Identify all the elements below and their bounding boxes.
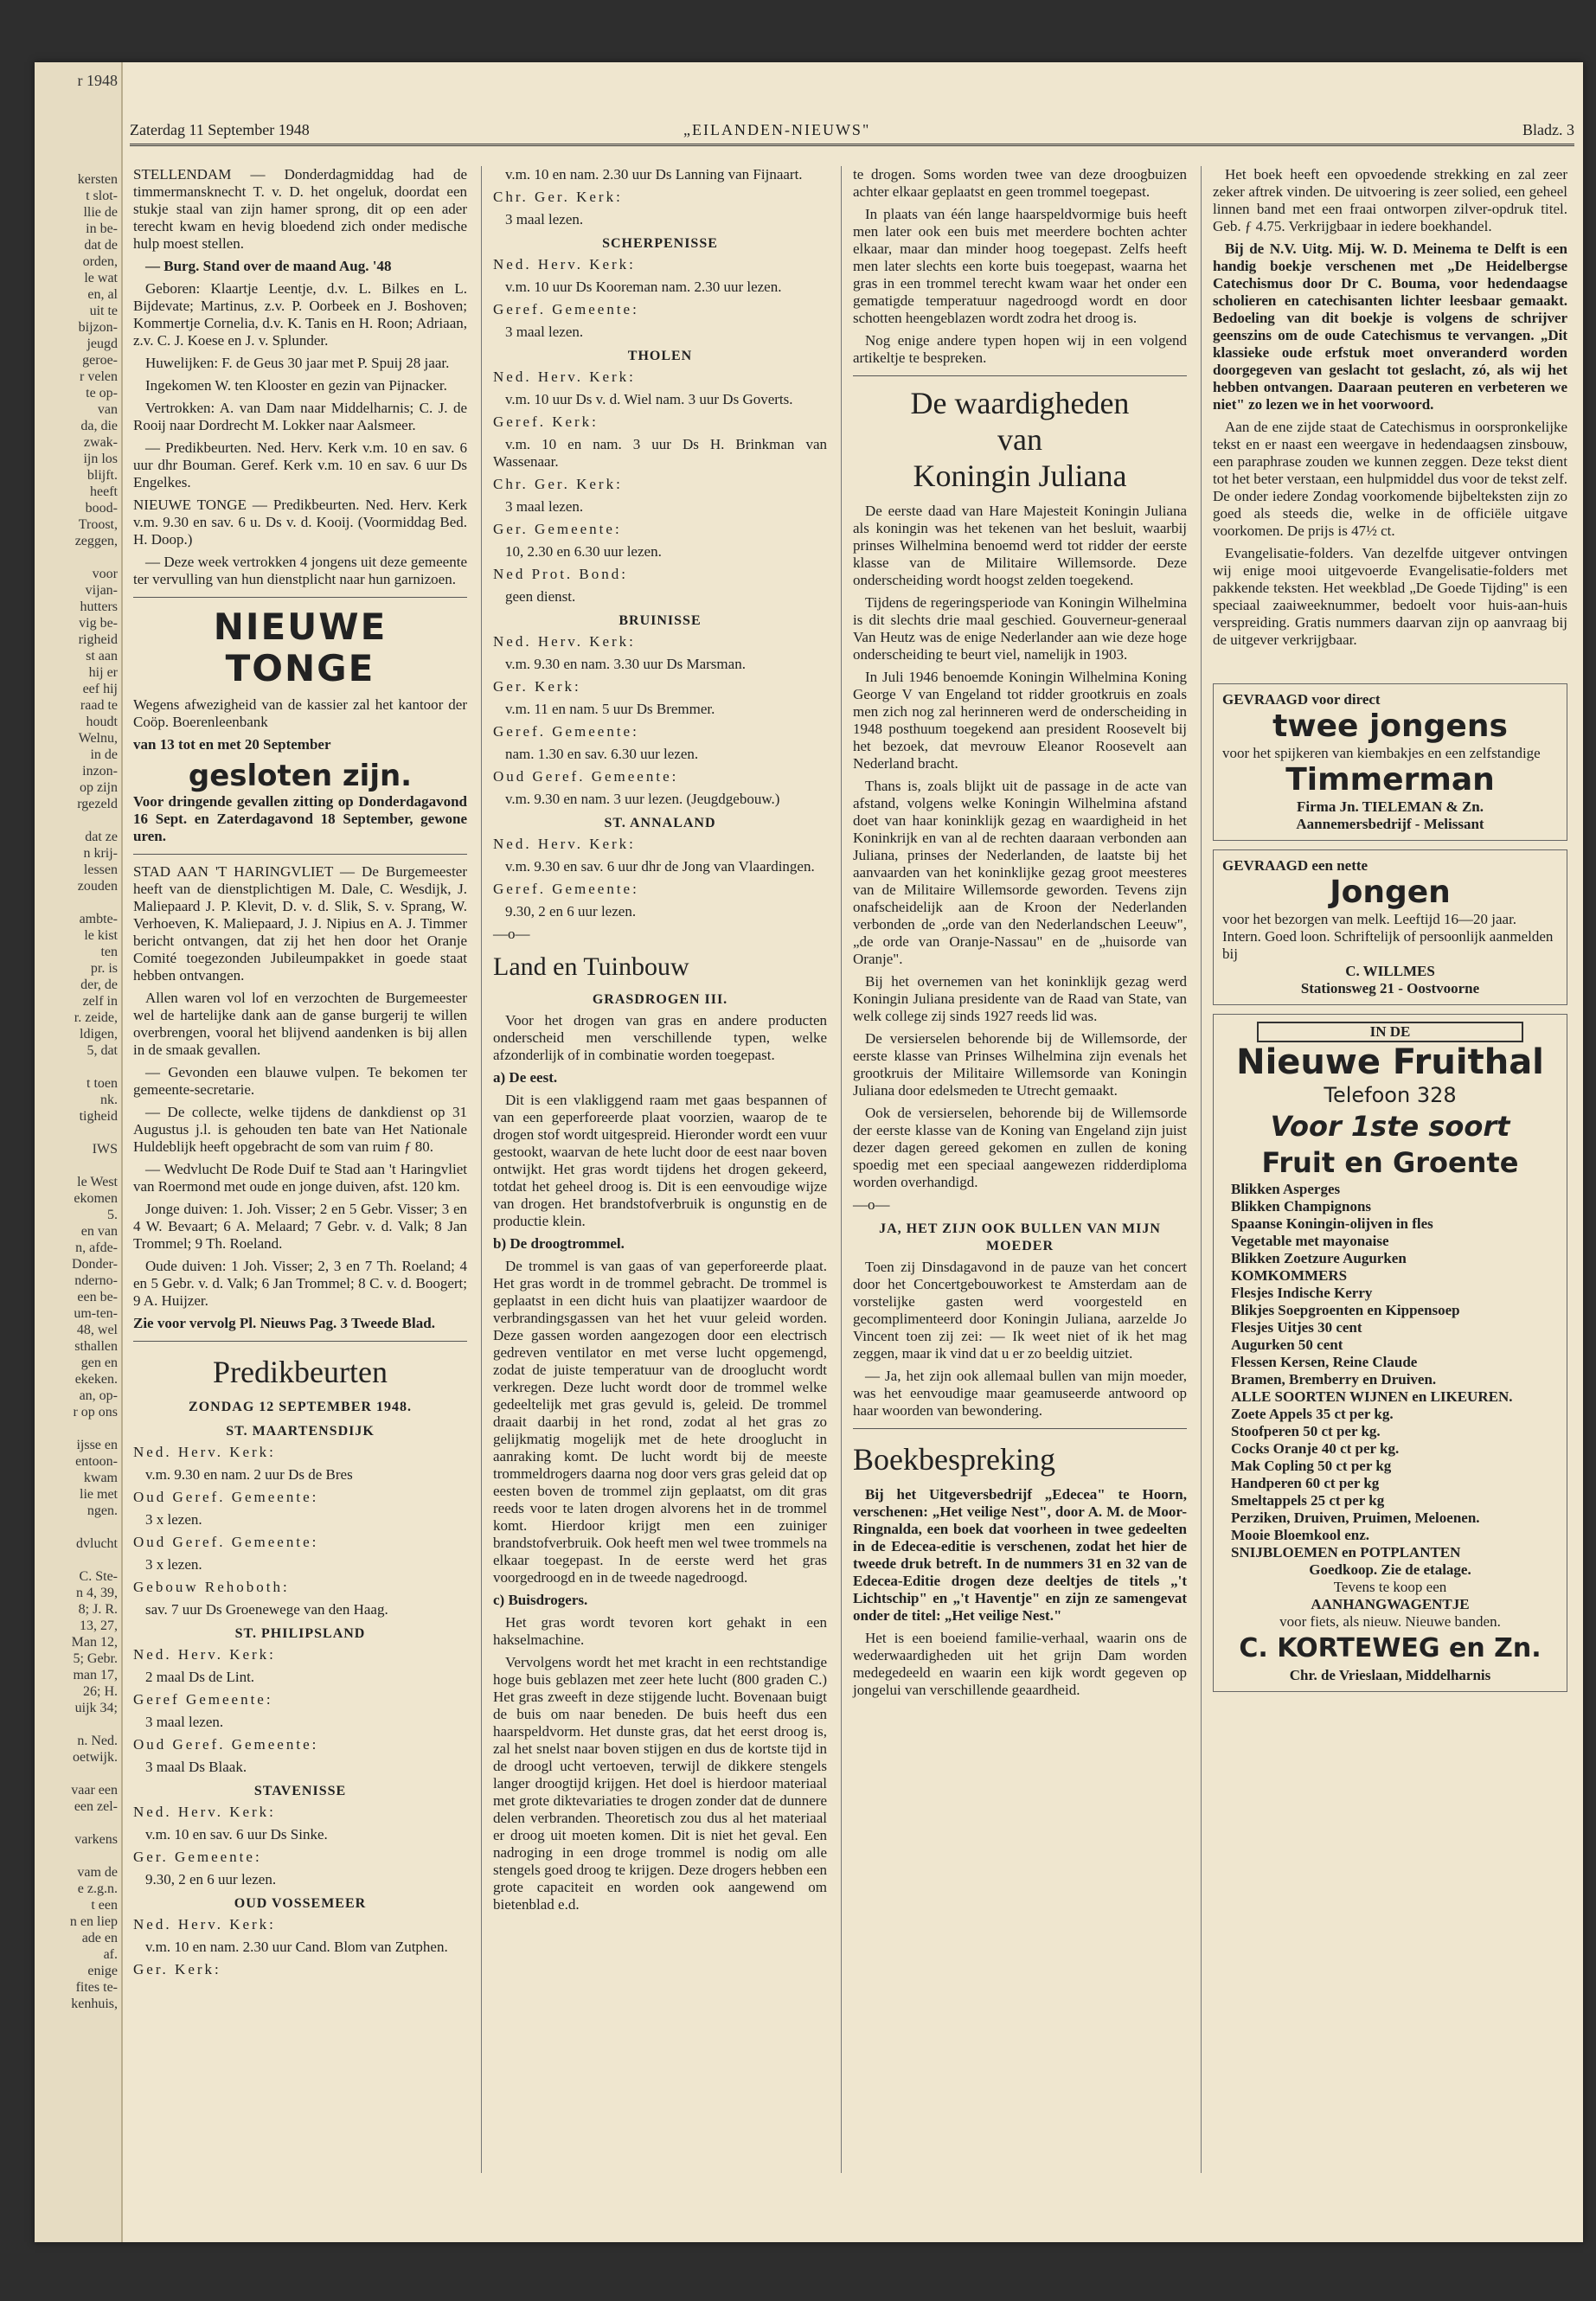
prev-page-line: voor [92,567,118,581]
prev-page-line: enige [87,1964,118,1978]
prev-page-line: kenhuis, [71,1997,118,2011]
ad-product-item: SNIJBLOEMEN en POTPLANTEN [1231,1544,1461,1561]
ad-text: GEVRAAGD een nette [1222,857,1368,874]
prev-page-line: zwak- [83,435,118,450]
church-name: Oud Geref. Gemeente: [493,768,679,785]
article-paragraph: Dit is een vlakliggend raam met gaas bespannen of van een geperforeerde plaat voorzien, waarop de te drogen stof wordt uitgespreid. Hieronder wordt een vuur gestookt, waarvan de hete lucht door de eest naar boven ontwijkt. Het gras wordt tijdens het drogen gekeerd, totdat het geheel droog is. Dit is een eenvoudige wijze van drogen. Het brandstofverbruik is ongunstig en de productie klein. [493,1092,827,1229]
prev-page-line: st aan [86,649,118,663]
previous-page-edge [35,62,123,2242]
prev-page-line: raad te [80,698,118,713]
prev-page-line: um-ten- [74,1306,118,1321]
departures: Vertrokken: A. van Dam naar Middelharnis; C. J. de Rooij naar Dordrecht M. Lokker naar Aalsmeer. [133,400,467,433]
ad-text: Tevens te koop een [1333,1579,1447,1595]
prev-page-line: op zijn [80,780,118,795]
ad-product-item: Blikjes Soepgroenten en Kippensoep [1231,1302,1460,1318]
prev-page-line [35,1125,118,1141]
ad-tieleman [1213,683,1567,841]
church-name: Geref Gemeente: [133,1691,273,1708]
church-service: 2 maal Ds de Lint. [145,1669,255,1685]
prev-page-line: orden, [82,254,118,269]
prev-page-line: le kist [84,928,118,943]
place-bruinisse: BRUINISSE [619,613,702,628]
prev-page-line: righeid [78,632,118,647]
prev-page-line: Donder- [72,1257,118,1272]
prev-page-line: nderno- [74,1273,118,1288]
header-paper-name: „EILANDEN-NIEUWS" [683,121,871,138]
church-name: Geref. Kerk: [493,413,599,430]
ad-product-item: Spaanse Koningin-olijven in fles [1231,1215,1433,1232]
prev-page-line [35,812,118,829]
burg-stand-title: — Burg. Stand over de maand Aug. '48 [145,258,392,274]
article-paragraph: In Juli 1946 benoemde Koningin Wilhelmina Koning George V van Engeland tot ridder grootkruis en zoals men zich nog zal herinneren werd de onderscheiding in 1948 posthuum toegekend aan president Roosevelt bij het bezoek, dat mevrouw Eleanor Roosevelt aan Nederland bracht. [853,669,1187,772]
church-name: Ned. Herv. Kerk: [493,836,636,852]
prev-page-line: n 4, 39, [76,1586,118,1600]
article-stad-2: Allen waren vol lof en verzochten de Burgemeester wel de hartelijke dank aan de ganse burgerij te willen overbrengen, vooral het blijvend aandenken is bij allen in de smaak gevallen. [133,990,467,1058]
prev-page-line: uijk 34; [74,1701,118,1715]
newspaper-page [35,62,1583,2242]
prev-date: r 1948 [77,72,118,89]
prev-page-line: varkens [74,1832,118,1847]
ad-headline: Nieuwe Fruithal [1236,1042,1544,1082]
prev-page-line: kersten [77,172,118,187]
ad-headline: Jongen [1330,875,1451,910]
church-name: Oud Geref. Gemeente: [133,1534,319,1550]
prev-page-line: houdt [86,715,118,729]
ad-firm: Aannemersbedrijf - Melissant [1296,816,1484,832]
article-paragraph: Bij het Uitgeversbedrijf „Edecea" te Hoorn, verschenen: „Het veilige Nest", door A. M. de Moor-Ringnalda, een boek dat voorheen in twee gedeelten in de Edecea-editie is verschenen, zodat het hier de tweede druk betreft. In de nummers 31 en 32 van de Edecea-Editie drogen deze deeltjes de titels „'t Lichtschip" en „'t Haventje" en zijn ze samengevat onder de titel: „Het veilige Nest." [853,1486,1187,1624]
article-subhead: c) Buisdrogers. [493,1592,588,1608]
marriages: Huwelijken: F. de Geus 30 jaar met P. Spuij 28 jaar. [145,355,450,371]
church-service: sav. 7 uur Ds Groenewege van den Haag. [145,1601,388,1618]
header-page-number: Bladz. 3 [1522,121,1574,138]
ad-nt-closed: gesloten zijn. [188,759,413,793]
prev-page-line: t toen [87,1076,118,1091]
prev-page-line [35,1519,118,1535]
prev-page-line: inzon- [82,764,118,779]
article-paragraph: Evangelisatie-folders. Van dezelfde uitgever ontvingen wij enige mooi uitgevoerde Evangelisatie-folders met pakkende teksten. Het weekblad „De Goede Tijding" is een speciaal zaaiweeknummer, bedoelt voor huis-aan-huis verspreiding. Gratis nummers daarvan zijn op aanvraag bij de uitgever verkrijgbaar. [1213,545,1567,648]
divider [853,1428,1187,1429]
church-name: Ger. Gemeente: [493,521,622,537]
prev-page-line: bood- [85,501,118,516]
prev-page-line: 5; Gebr. [73,1651,118,1666]
church-name: Geref. Gemeente: [493,301,639,317]
ad-nt-hours: Voor dringende gevallen zitting op Donderdagavond 16 Sept. en Zaterdagavond 18 September, gewone uren. [133,793,467,844]
column-rule [841,166,842,2173]
ad-text: Goedkoop. Zie de etalage. [1309,1561,1471,1578]
ad-product-item: Flessen Kersen, Reine Claude [1231,1354,1418,1370]
divider [133,854,467,855]
headline-koningin: Koningin Juliana [913,458,1127,493]
prev-page-line: n, afde- [75,1240,118,1255]
prev-page-line: der, de [80,977,118,992]
land-tuinbouw-title: Land en Tuinbouw [493,952,689,981]
church-service: geen dienst. [505,588,576,605]
prev-page-line: vig be- [79,616,118,631]
church-service: v.m. 10 en sav. 6 uur Ds Sinke. [145,1826,328,1843]
prev-page-line: n krij- [83,846,118,861]
page-content [130,62,1574,2242]
prev-page-line: t een [91,1898,118,1913]
prev-page-line: 13, 27, [80,1618,118,1633]
ad-firm: C. KORTEWEG en Zn. [1239,1633,1542,1663]
church-service: v.m. 10 en nam. 2.30 uur Ds Lanning van Fijnaart. [505,166,803,183]
church-service: 9.30, 2 en 6 uur lezen. [505,903,637,920]
divider [133,1341,467,1342]
prev-page-line: sthallen [74,1339,118,1354]
article-paragraph: Het is een boeiend familie-verhaal, waarin ons de wederwaardigheden uit het grijn Dam worden medegedeeld en waarin een kijk wordt gegeven op jongelui van verschillende geaardheid. [853,1630,1187,1698]
prev-page-line [35,1552,118,1568]
prev-page-line: en, al [87,287,118,302]
prev-page-line: vam de [77,1865,118,1880]
prev-page-line: Welnu, [78,731,118,746]
page-header [130,118,1574,146]
prev-page-line: r velen [80,369,118,384]
ad-phone: Telefoon 328 [1324,1083,1457,1107]
headline-waardigheden: De waardigheden [910,386,1130,420]
church-service: 3 x lezen. [145,1511,202,1528]
column-rule [481,166,482,2173]
church-name: Ned. Herv. Kerk: [493,633,636,650]
prev-page-line: ngen. [87,1503,118,1518]
ad-product-item: Blikken Champignons [1231,1198,1372,1215]
article-stad-6: Jonge duiven: 1. Joh. Visser; 2 en 5 Gebr. Visser; 3 en 4 W. Bevaart; 6 A. Melaard; 7 Gebr. v. d. Valk; 8 Jan Trommel; 9 Th. Roeland. [133,1201,467,1252]
church-name: Ger. Kerk: [493,678,581,695]
prev-page-line [35,1766,118,1782]
prev-page-line: n en liep [69,1914,118,1929]
church-name: Chr. Ger. Kerk: [493,476,623,492]
ad-product-item: Stoofperen 50 ct per kg. [1231,1423,1381,1439]
article-paragraph: Toen zij Dinsdagavond in de pauze van het concert door het Concertgebouworkest te Amsterdam aan de vorstelijke gasten werd voorgesteld en gecomplimenteerd door Koningin Juliana, aarzelde Jo Vincent toen zij zei: — Ik weet niet of ik het mag zeggen, maar ik vind dat u er zo beeldig uitziet. [853,1259,1187,1362]
article-paragraph: Nog enige andere typen hopen wij in een volgend artikeltje te bespreken. [853,332,1187,366]
prev-page-line: ijn los [83,452,118,466]
place-st-philipsland: ST. PHILIPSLAND [234,1626,366,1641]
prev-page-line: an, op- [79,1388,118,1403]
column-rule [1201,166,1202,2173]
ad-text: IN DE [1257,1022,1523,1042]
prev-page-line: le West [77,1175,118,1189]
prev-page-line: IWS [92,1142,118,1157]
prev-page-line: pr. is [90,961,118,976]
prev-page-line: e z.g.n. [77,1881,118,1896]
church-name: Ned. Herv. Kerk: [133,1804,276,1820]
prev-page-line: n. Ned. [77,1734,118,1748]
separator-o: —o— [493,926,530,942]
church-name: Oud Geref. Gemeente: [133,1489,319,1505]
prev-page-line [35,1815,118,1831]
ad-nt-text: Wegens afwezigheid van de kassier zal het kantoor der Coöp. Boerenleenbank [133,696,467,730]
prev-page-line: te op- [86,386,118,401]
prev-page-line: zeggen, [74,534,118,548]
ad-product-item: Blikken Zoetzure Augurken [1231,1250,1407,1266]
stellendam-sermons: — Predikbeurten. Ned. Herv. Kerk v.m. 10 en sav. 6 uur dhr Bouman. Geref. Kerk v.m. 10 en sav. 6 uur Ds Engelkes. [133,439,467,490]
church-service: 9.30, 2 en 6 uur lezen. [145,1871,277,1888]
see-continuation: Zie voor vervolg Pl. Nieuws Pag. 3 Tweede Blad. [133,1315,435,1331]
article-stad-4: — De collecte, welke tijdens de dankdienst op 31 Augustus j.l. is gehouden ten bate van Het Nationale Huldeblijk heeft opgebracht de som van ruim ƒ 80. [133,1104,467,1155]
article-stad-5: — Wedvlucht De Rode Duif te Stad aan 't Haringvliet van Roermond met oude en jonge duiven, afst. 120 km. [133,1161,467,1195]
prev-page-line: Man 12, [71,1635,118,1650]
ad-product-item: Cocks Oranje 40 ct per kg. [1231,1440,1400,1457]
article-paragraph: Voor het drogen van gras en andere producten onderscheid men verschillende typen, welke afzonderlijk of in combinatie worden toegepast. [493,1012,827,1063]
prev-page-line: vaar een [71,1783,118,1798]
prev-page-line: r. zeide, [74,1010,118,1025]
church-service: v.m. 10 en nam. 2.30 uur Cand. Blom van Zutphen. [145,1939,448,1955]
church-name: Ned. Herv. Kerk: [133,1444,276,1460]
church-service: 3 maal lezen. [145,1714,224,1730]
place-stavenisse: STAVENISSE [253,1784,347,1798]
prev-page-line: uit te [89,304,118,318]
church-name: Ned. Herv. Kerk: [493,256,636,272]
prev-page-line: heeft [90,484,118,499]
prev-page-line: hutters [80,599,118,614]
article-stad-7: Oude duiven: 1 Joh. Visser; 2, 3 en 7 Th. Roeland; 4 en 5 Gebr. v. d. Valk; 6 Jan Trommel; 8 C. v. d. Boogert; 9 A. Huijzer. [133,1258,467,1309]
prev-page-line: eef hij [82,682,118,696]
ad-firm: Stationsweg 21 - Oostvoorne [1300,980,1480,997]
divider [853,375,1187,376]
article-paragraph: Tijdens de regeringsperiode van Koningin Wilhelmina is dit slechts drie maal geschied. Gouverneur-generaal Van Heutz was de enige Nederlander aan wie deze hoge onderscheiding te beurt viel, namelijk in 1903. [853,594,1187,663]
prev-page-line: dat de [84,238,118,253]
church-service: v.m. 9.30 en nam. 2 uur Ds de Bres [145,1466,353,1483]
prev-page-line [35,1716,118,1733]
prev-page-line: le wat [84,271,118,285]
predikbeurten-title: Predikbeurten [213,1355,388,1389]
prev-page-text [35,171,118,2012]
article-paragraph: In plaats van één lange haarspeldvormige buis heeft men later ook een buis met meerdere bochten achter elkaar, maar dan minder hoog toegepast. Zelfs heeft men later slechts een korte buis toegepast, waarna het gras in een trommel terecht kwam waar het onder een gematigde temperatuur nagedroogd wordt en door schotten heengeblazen wordt zodra het droog is. [853,206,1187,326]
ad-text: voor fiets, als nieuw. Nieuwe banden. [1279,1613,1501,1630]
prev-page-line: bijzon- [78,320,118,335]
prev-page-line: tigheid [79,1109,118,1124]
church-service: v.m. 9.30 en nam. 3.30 uur Ds Marsman. [505,656,746,672]
ad-product-item: Flesjes Indische Kerry [1231,1285,1373,1301]
prev-page-line: zouden [77,879,118,894]
prev-page-line [35,549,118,566]
church-service: 3 maal lezen. [505,324,584,340]
article-paragraph: — Ja, het zijn ook allemaal bullen van mijn moeder, was het eenvoudige maar geamuseerde antwoord op haar woorden van bewondering. [853,1368,1187,1419]
article-subhead: b) De droogtrommel. [493,1235,625,1252]
place-st-annaland: ST. ANNALAND [604,816,716,830]
ad-headline: Voor 1ste soort [1270,1110,1510,1143]
prev-page-line: in be- [86,221,118,236]
ad-text: AANHANGWAGENTJE [1311,1596,1470,1612]
article-paragraph: Thans is, zoals blijkt uit de passage in de acte van afstand, volgens welke Koningin Wilhelmina afstand doet van haar koninklijk gezag en waardigheid in het Koninkrijk en van al de rechten daaraan verbonden aan Juliana, prinses der Nederlanden, de laatste bij het aanvaarden van het koninklijke gezag groot meesteres van de Militaire Willemsorde geworden. Tevens zijn onafscheidelijk aan de Kroon der Nederlanden verbonden de „orde van den Nederlandschen Leeuw", „de orde van Oranje-Nassau" en de „huisorde van Oranje". [853,778,1187,967]
article-paragraph: Bij de N.V. Uitg. Mij. W. D. Meinema te Delft is een handig boekje verschenen met „De Heidelbergse Catechismus door Dr C. Bouma, voor hedendaagse scholieren en catechisanten lichter leesbaar gemaakt. Bedoeling van dit boekje is volgens de schrijver geenszins om de oude Catechismus te vervangen. „Dit klassieke oude erfstuk moet onveranderd worden doorgegeven van geslacht tot geslacht, zó, als wij het hebben ontvangen. Daaraan peuteren en verbeteren we niet" zo lezen we in het voorwoord. [1213,240,1567,413]
church-name: Ned. Herv. Kerk: [133,1916,276,1932]
article-paragraph: Het boek heeft een opvoedende strekking en zal zeer zeker aftrek vinden. De uitvoering is zeer solied, een geheel linnen band met een fraai ontworpen zilver-opdruk titel. Geb. ƒ 4.75. Verkrijgbaar in iedere boekhandel. [1213,166,1567,234]
prev-page-line: 8; J. R. [78,1602,118,1617]
article-conscripts: — Deze week vertrokken 4 jongens uit deze gemeente ter vervulling van hun dienstplicht naar hun garnizoen. [133,554,467,587]
article-paragraph: De versierselen behorende bij de Willemsorde, der eerste klasse van Prinses Wilhelmina zijn evenals het grootkruis der Militaire Willemsorde van Koningin Juliana door edelsmeden te Utrecht gemaakt. [853,1030,1187,1099]
place-tholen: THOLEN [627,349,693,363]
church-service: v.m. 10 en nam. 3 uur Ds H. Brinkman van Wassenaar. [493,436,827,470]
ad-product-item: Mooie Bloemkool enz. [1231,1527,1370,1543]
ad-product-item: Smeltappels 25 ct per kg [1231,1492,1385,1509]
grasdrogen-title: GRASDROGEN III. [592,992,728,1007]
column-4 [1213,166,1567,1692]
prev-page-line [35,1059,118,1075]
header-date: Zaterdag 11 September 1948 [130,121,310,138]
prev-page-line: nk. [100,1093,118,1107]
prev-page-line: rgezeld [77,797,118,811]
prev-page-line: ten [100,945,118,959]
ad-headline: twee jongens [1272,708,1508,744]
ad-firm: Firma Jn. TIELEMAN & Zn. [1297,798,1484,815]
church-name: Ned. Herv. Kerk: [133,1646,276,1663]
ad-firm: C. WILLMES [1345,963,1435,979]
church-name: Ger. Kerk: [133,1961,221,1977]
prev-page-line: ekeken. [74,1372,118,1387]
article-paragraph: De eerste daad van Hare Majesteit Koningin Juliana als koningin was het tekenen van het besluit, waarbij prinses Wilhelmina benoemd werd tot ridder der eerste klasse van de Militaire Willemsorde. Deze onderscheiding wordt hoogst zelden toegekend. [853,503,1187,588]
prev-page-line [35,1420,118,1437]
church-service: 3 maal lezen. [505,211,584,228]
ad-product-item: Handperen 60 ct per kg [1231,1475,1380,1491]
prev-page-line: van [97,402,118,417]
ad-text: voor het spijkeren van kiembakjes en een zelfstandige [1222,745,1541,761]
ad-product-item: Flesjes Uitjes 30 cent [1231,1319,1362,1336]
article-paragraph: Ook de versierselen, behorende bij de Willemsorde der eerste klasse van de Koning van Engeland zijn juist dezer dagen gereed gekomen en zullen de koning spoedig met een speciaal aangewezen ridderdiploma worden overhandigd. [853,1105,1187,1190]
church-name: Chr. Ger. Kerk: [493,189,623,205]
church-service: 3 maal lezen. [505,498,584,515]
divider [133,597,467,598]
ad-headline: Timmerman [1285,762,1495,798]
church-service: v.m. 11 en nam. 5 uur Ds Bremmer. [505,701,715,717]
prev-page-line: gen en [80,1356,118,1370]
article-paragraph: De trommel is van gaas of van geperforeerde plaat. Het gras wordt in de trommel gebracht. De trommel is geplaatst in een dicht huis van plaatijzer waardoor de verbrandingsgassen van het het vuur geleid worden. Deze gassen worden aangezogen door een electrisch gedreven ventilator en met verse lucht opgemengd, zodat de juiste temperatuur van de drooglucht wordt verkregen. Deze lucht wordt door de trommel welke gedeeltelijk met gras gevuld is, geleid. De trommel draait daarbij in het rond, zodat al het gras zo gelijkmatig mogelijk met de hete drooglucht in aanraking komt. De lucht wordt bij de meeste trommeldrogers daarna nog door vers gras geleid dat op eesten boven de trommel zijn geplaatst, om dit gras reeds voor te laten drogen alvorens het in de trommel komt. Hierdoor krijgt men een zuiniger brandstofverbruik. Ook heeft men wel twee trommels na elkaar toegepast. In de eerste werd het gras voorgedroogd en in de tweede nagedroogd. [493,1258,827,1586]
ad-product-item: Zoete Appels 35 ct per kg. [1231,1406,1394,1422]
church-name: Geref. Gemeente: [493,723,639,740]
prev-page-line: ade en [81,1931,118,1945]
ad-nieuwe-tonge-title: NIEUWE TONGE [213,606,388,689]
church-service: 3 x lezen. [145,1556,202,1573]
nieuwe-tonge-sermons: NIEUWE TONGE — Predikbeurten. Ned. Herv. Kerk v.m. 9.30 en sav. 6 u. Ds v. d. Kooij. (Voormiddag Bed. H. Doop.) [133,497,467,548]
prev-page-line: blijft. [87,468,118,483]
headline-bullen: JA, HET ZIJN OOK BULLEN VAN MIJN MOEDER [879,1221,1161,1253]
prev-page-line: entoon- [75,1454,118,1469]
ad-product-item: Augurken 50 cent [1231,1336,1343,1353]
prev-page-line: lie met [80,1487,118,1502]
prev-page-line [35,894,118,911]
ad-product-item: Vegetable met mayonaise [1231,1233,1389,1249]
column-2 [493,166,827,1919]
ad-product-item: KOMKOMMERS [1231,1267,1348,1284]
prev-page-line: kwam [83,1471,118,1485]
prev-page-line: 5. [107,1208,118,1222]
prev-page-line: r op ons [73,1405,118,1420]
church-name: Geref. Gemeente: [493,881,639,897]
prev-page-line: een zel- [74,1799,118,1814]
article-paragraph: Aan de ene zijde staat de Catechismus in oorspronkelijke tekst en er naast een weergave in hedendaagsen zinsbouw, een paraphrase zouden we kunnen zeggen. Deze tekst dient tot het beter verstaan, een hulpmiddel dus voor de tekst zelf. De onder iedere Zondag voorkomende bijbelteksten zijn zo goed als steeds die, welke in de officiële uitgave voorkomen. De prijs is 47½ ct. [1213,419,1567,539]
article-stellendam: STELLENDAM — Donderdagmiddag had de timmermansknecht T. v. D. het ongeluk, doordat een stukje staal van zijn hamer sprong, dit op een ader terecht kwam en hevig bloedend zich onder medische hulp moest stellen. [133,166,467,252]
church-service: 3 maal Ds Blaak. [145,1759,247,1775]
prev-page-line: lessen [83,862,118,877]
church-service: v.m. 10 uur Ds Kooreman nam. 2.30 uur lezen. [505,279,782,295]
prev-page-line: en van [80,1224,118,1239]
prev-page-line: 5, dat [87,1043,118,1058]
prev-page-line: t slot- [86,189,118,203]
prev-page-line: in de [90,747,118,762]
place-st-maartensdijk: ST. MAARTENSDIJK [226,1424,375,1439]
article-stad-1: STAD AAN 'T HARINGVLIET — De Burgemeester heeft van de dienstplichtigen M. Dale, C. Wesdijk, J. Maliepaard J. P. Klevit, D. v. d. Slik, S. v. Sprang, W. Verhoeven, K. Maliepaard, J. J. Nipius en A. J. Timmer bericht ontvangen, dat zij het hen door het Oranje Comité toegezonden Jubileumpakket in goede staat hebben ontvangen. [133,863,467,984]
church-name: Gebouw Rehoboth: [133,1579,290,1595]
ad-nieuwe-fruithal [1213,1014,1567,1692]
prev-page-line: 48, wel [76,1323,118,1337]
article-paragraph: te drogen. Soms worden twee van deze droogbuizen achter elkaar geplaatst en geen trommel toegepast. [853,166,1187,200]
arrivals: Ingekomen W. ten Klooster en gezin van Pijnacker. [145,377,447,394]
prev-page-line: af. [103,1947,118,1962]
prev-page-line: man 17, [73,1668,118,1682]
prev-page-line: ekomen [74,1191,118,1206]
article-subhead: a) De eest. [493,1069,558,1086]
prev-page-line: fites te- [75,1980,118,1995]
church-service: v.m. 10 uur Ds v. d. Wiel nam. 3 uur Ds Goverts. [505,391,793,407]
prev-page-line: dvlucht [76,1536,118,1551]
prev-page-line [35,1848,118,1864]
headline-van: van [997,422,1042,457]
column-1 [133,166,467,1984]
ad-product-list [1222,1181,1558,1561]
church-service: v.m. 9.30 en nam. 3 uur lezen. (Jeugdgebouw.) [505,791,780,807]
ad-product-item: Perziken, Druiven, Pruimen, Meloenen. [1231,1509,1480,1526]
ad-headline: Fruit en Groente [1261,1146,1519,1179]
prev-page-line: Troost, [78,517,118,532]
place-scherpenisse: SCHERPENISSE [602,236,718,251]
prev-page-line [35,1157,118,1174]
ad-address: Chr. de Vrieslaan, Middelharnis [1289,1667,1491,1683]
prev-page-line: C. Ste- [79,1569,118,1584]
church-name: Ned Prot. Bond: [493,566,628,582]
church-service: v.m. 9.30 en sav. 6 uur dhr de Jong van Vlaardingen. [505,858,815,875]
prev-page-line: ijsse en [76,1438,118,1452]
prev-page-line: llie de [83,205,118,220]
prev-page-line: oetwijk. [73,1750,118,1765]
church-service: 10, 2.30 en 6.30 uur lezen. [505,543,662,560]
article-paragraph: Het gras wordt tevoren kort gehakt in een hakselmachine. [493,1614,827,1648]
prev-page-line: 26; H. [83,1684,118,1699]
church-name: Ger. Gemeente: [133,1849,262,1865]
sunday-date: ZONDAG 12 SEPTEMBER 1948. [189,1400,412,1414]
births: Geboren: Klaartje Leentje, d.v. L. Bilkes en L. Bijdevate; Martinus, z.v. P. Oorbeek en J. Boshoven; Kommertje Cornelia, d.v. K. Tanis en H. Roon; Adriaan, z.v. C. J. Koese en J. v. Splunder. [133,280,467,349]
prev-page-line: hij er [88,665,118,680]
church-name: Ned. Herv. Kerk: [493,369,636,385]
boekbespreking-title: Boekbespreking [853,1442,1055,1477]
prev-page-line: da, die [80,419,118,433]
prev-page-line: een be- [77,1290,118,1304]
church-name: Oud Geref. Gemeente: [133,1736,319,1753]
ad-text: voor het bezorgen van melk. Leeftijd 16—20 jaar. Intern. Goed loon. Schriftelijk of persoonlijk aanmelden bij [1222,911,1554,962]
prev-page-line: geroe- [82,353,118,368]
ad-product-item: Bramen, Bremberry en Druiven. [1231,1371,1437,1388]
article-stad-3: — Gevonden een blauwe vulpen. Te bekomen ter gemeente-secretarie. [133,1064,467,1098]
column-3 [853,166,1187,1704]
prev-page-line: jeugd [87,336,118,351]
ad-product-item: Mak Copling 50 ct per kg [1231,1458,1392,1474]
prev-page-line: vijan- [85,583,118,598]
prev-page-line: ambte- [79,912,118,926]
prev-page-line: ldigen, [80,1027,118,1042]
article-paragraph: Vervolgens wordt het met kracht in een rechtstandige hoge buis geblazen met zeer hete lucht (800 graden C.) Het gras zweeft in deze stijgende lucht. Bovenaan buigt de buis om naar beneden. De buis heeft dus een haarspeldvorm. Het dunste gras, dat het eerst droog is, zal het snelst naar boven stijgen en dus de kortste tijd in de droogl ucht vertoeven, terwijl de dikkere stengels langer droogtijd krijgen. Het doel is hierdoor materiaal met grote diktevariaties te drogen zonder dat de dunnere delen verbranden. Theoretisch zou dus al het materiaal er droog uit moeten komen. Dit is niet het geval. Een nadroging in een droge trommel is nodig om alle stengels goed droog te krijgen. Deze drogers hebben een grote capaciteit en worden ook aangewend om bietenblad e.d. [493,1654,827,1913]
separator-o: —o— [853,1196,890,1213]
church-service: nam. 1.30 en sav. 6.30 uur lezen. [505,746,699,762]
ad-product-item: Blikken Asperges [1231,1181,1341,1197]
ad-text: GEVRAAGD voor direct [1222,691,1381,708]
prev-page-line: dat ze [85,830,118,844]
ad-willmes [1213,849,1567,1005]
ad-nt-dates: van 13 tot en met 20 September [133,736,331,753]
place-oud-vossemeer: OUD VOSSEMEER [234,1896,367,1911]
ad-product-item: ALLE SOORTEN WIJNEN en LIKEUREN. [1231,1388,1513,1405]
prev-page-line: zelf in [82,994,118,1009]
article-paragraph: Bij het overnemen van het koninklijk gezag werd Koningin Juliana presidente van de Raad van State, van welk college zij sinds 1927 reeds lid was. [853,973,1187,1024]
